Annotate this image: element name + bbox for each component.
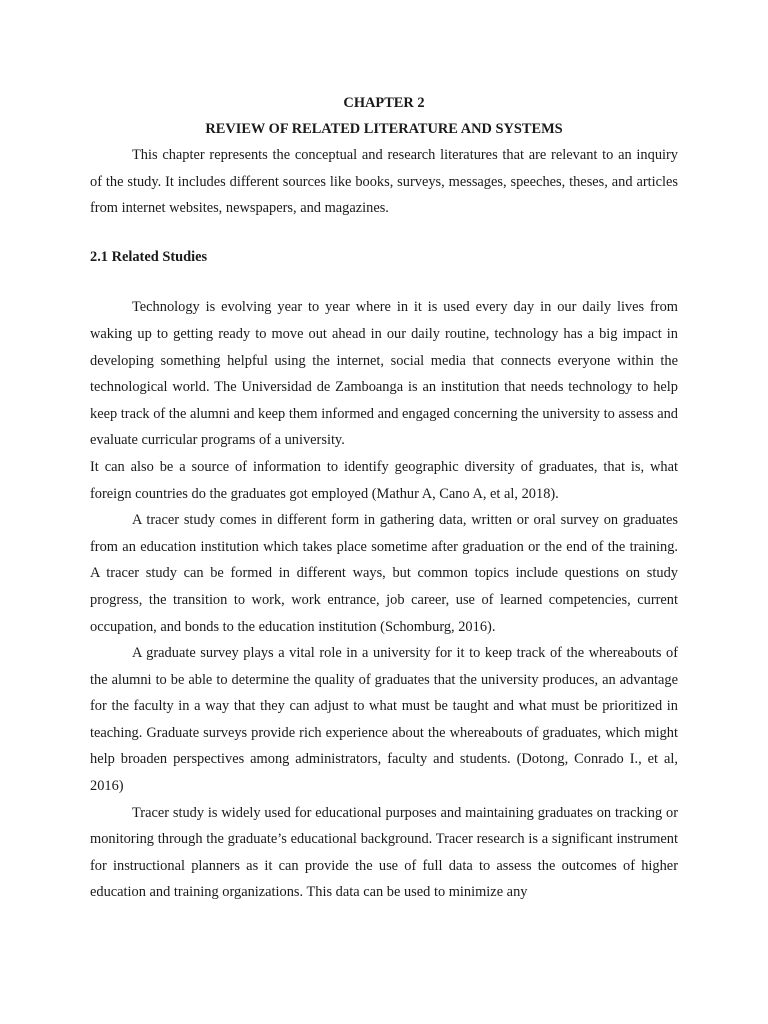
body-paragraph: Technology is evolving year to year where in it is used every day in our daily lives from waking up to getting ready to move out ahead in our daily routine, technology has a big impact in developing something helpful using the internet, social media that connects everyone within the technological world. The Universidad de Zamboanga is an institution that needs technology to help keep track of the alumni and keep them informed and engaged concerning the university to assess and evaluate curricular programs of a university. bbox=[90, 299, 678, 449]
body-paragraph: A tracer study comes in different form in gathering data, written or oral survey on graduates from an education institution which takes place sometime after graduation or the end of the training. A tracer study can be formed in different ways, but common topics include questions on study progress, the transition to work, work entrance, job career, use of learned competencies, current occupation, and bonds to the education institution (Schomburg, 2016). bbox=[90, 512, 678, 635]
body-paragraph: It can also be a source of information to identify geographic diversity of graduates, that is, what foreign countries do the graduates got employed (Mathur A, Cano A, et al, 2018). bbox=[90, 458, 678, 502]
chapter-label: CHAPTER 2 bbox=[343, 95, 425, 111]
document-page bbox=[90, 90, 678, 906]
section-title: 2.1 Related Studies bbox=[90, 248, 208, 265]
intro-paragraph: This chapter represents the conceptual and research literatures that are relevant to an inquiry of the study. It includes different sources like books, surveys, messages, speeches, theses, and articles from internet websites, newspapers, and magazines. bbox=[90, 147, 678, 217]
body-paragraph: A graduate survey plays a vital role in a university for it to keep track of the whereabouts of the alumni to be able to determine the quality of graduates that the university produces, an advantage for the faculty in a way that they can adjust to what must be taught and what must be prioritized in teaching. Graduate surveys provide rich experience about the whereabouts of graduates, which might help broaden perspectives among administrators, faculty and students. (Dotong, Conrado I., et al, 2016) bbox=[90, 645, 678, 795]
body-paragraph: Tracer study is widely used for educational purposes and maintaining graduates on tracking or monitoring through the graduate’s educational background. Tracer research is a significant instrument for instructional planners as it can provide the use of full data to assess the outcomes of higher education and training organizations. This data can be used to minimize any bbox=[90, 804, 678, 901]
chapter-title: REVIEW OF RELATED LITERATURE AND SYSTEMS bbox=[205, 121, 563, 137]
